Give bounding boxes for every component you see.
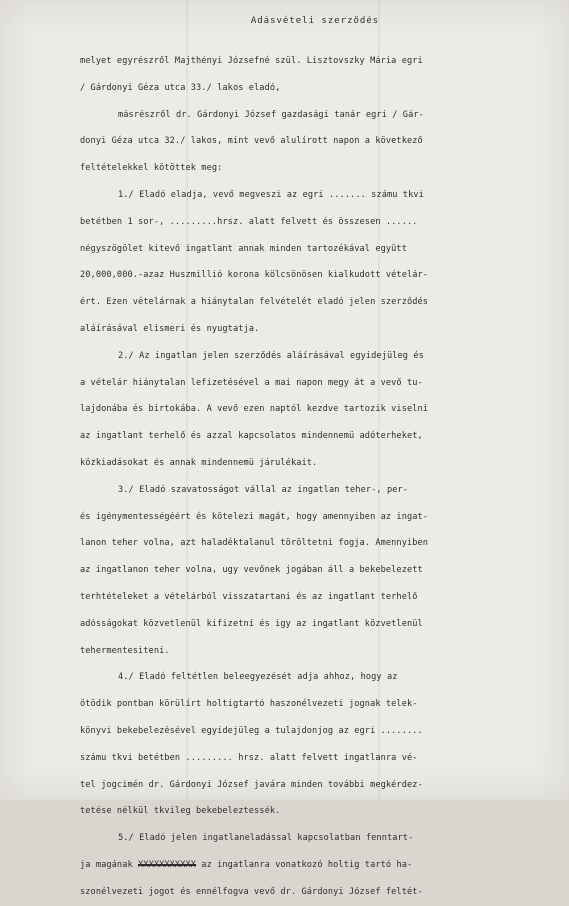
text-line: 3./ Eladó szavatosságot vállal az ingatlan teher-, per- — [118, 484, 409, 495]
text-line: aláírásával elismeri és nyugtatja. — [80, 323, 260, 334]
document-title: Adásvételi szerződés — [250, 16, 380, 26]
text-line: ja magának XXXXXXXXXXX az ingatlanra vonatkozó holtig tartó ha- — [80, 859, 413, 870]
text-line: négyszögölet kitevő ingatlant annak minden tartozékával együtt — [80, 243, 407, 254]
contract-text — [80, 48, 530, 906]
text-line: az ingatlant terhelő és azzal kapcsolatos mindennemü adóterheket, — [80, 431, 423, 442]
text-line: 5./ Eladó jelen ingatlaneladással kapcsolatban fenntart- — [118, 833, 414, 844]
text-line: közkiadásokat és annak mindennemü járulékait. — [80, 457, 318, 468]
text-line: tetése nélkül tkvileg bekebeleztessék. — [80, 806, 281, 817]
struck-out-text: XXXXXXXXXXX — [138, 859, 197, 870]
text-line: donyi Géza utca 32./ lakos, mint vevő alulírott napon a következő — [80, 136, 423, 147]
text-line: szonélvezeti jogot és ennélfogva vevő dr. Gárdonyi József feltét- — [80, 886, 423, 897]
text-line: terhtételeket a vételárból visszatartani és az ingatlant terhelő — [80, 591, 418, 602]
text-line: másrészről dr. Gárdonyi József gazdasági tanár egri / Gár- — [118, 109, 424, 120]
text-line: adósságokat közvetlenül kifizetni és igy az ingatlant közvetlenül — [80, 618, 423, 629]
text-line: feltételekkel kötöttek meg: — [80, 163, 223, 174]
text-line: tel jogcimén dr. Gárdonyi József javára minden további megkérdez- — [80, 779, 423, 790]
text-line: tehermentesiteni. — [80, 645, 170, 656]
text-line: betétben 1 sor-, .........hrsz. alatt felvett és összesen ...... — [80, 216, 418, 227]
text-line: lanon teher volna, azt haladéktalanul töröltetni fogja. Amennyiben — [80, 538, 429, 549]
text-line: 4./ Eladó feltétlen beleegyezését adja ahhoz, hogy az — [118, 672, 398, 683]
text-line: 20,000,000.-azaz Huszmillió korona kölcsönösen kialkudott vételár- — [80, 270, 429, 281]
text-line: / Gárdonyi Géza utca 33./ lakos eladó, — [80, 82, 281, 93]
text-line: könyvi bekebelezésével egyidejüleg a tulajdonjog az egri ........ — [80, 725, 423, 736]
text-line: számu tkvi betétben ......... hrsz. alatt felvett ingatlanra vé- — [80, 752, 418, 763]
text-line: a vételár hiánytalan lefizetésével a mai napon megy át a vevő tu- — [80, 377, 423, 388]
text-line: 1./ Eladó eladja, vevő megveszi az egri ....... számu tkvi — [118, 189, 424, 200]
text-line: ötödik pontban körülírt holtigtartó haszonélvezeti jognak telek- — [80, 699, 418, 710]
text-line: és igénymentességéért és kötelezi magát, hogy amennyiben az ingat- — [80, 511, 429, 522]
text-line: 2./ Az ingatlan jelen szerződés aláírásával egyidejüleg és — [118, 350, 424, 361]
text-line: az ingatlanon teher volna, ugy vevőnek jogában áll a bekebelezett — [80, 565, 423, 576]
text-line: lajdonába és birtokába. A vevő ezen naptól kezdve tartozik viselni — [80, 404, 429, 415]
document-body — [80, 16, 530, 906]
text-line: melyet egyrészről Majthényi Józsefné szül. Lisztovszky Mária egri — [80, 56, 423, 66]
text-line: ért. Ezen vételárnak a hiánytalan felvételét eladó jelen szerződés — [80, 297, 429, 308]
